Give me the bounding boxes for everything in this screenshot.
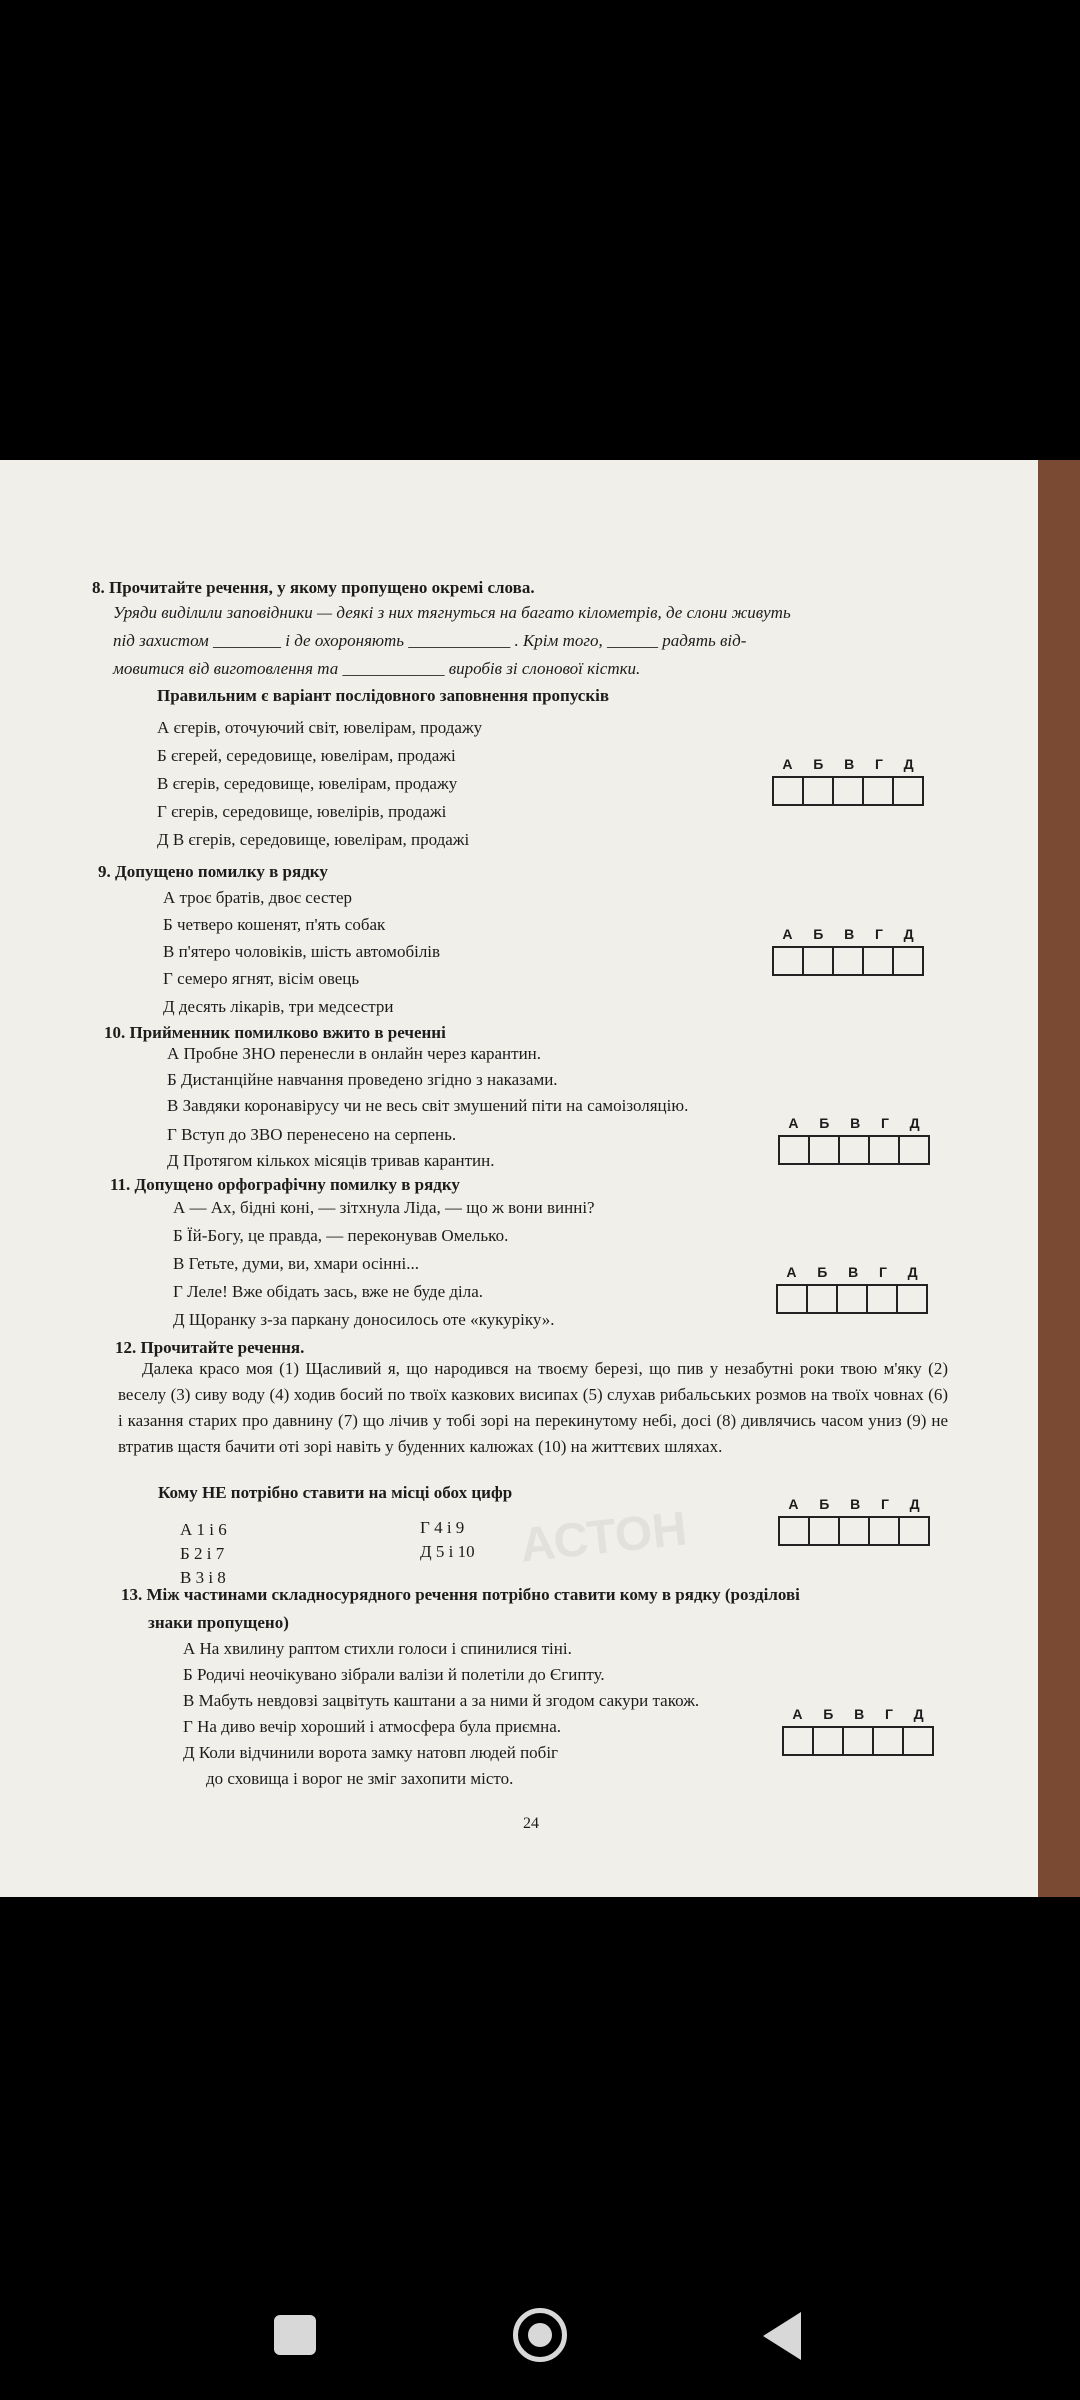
q9-option: А троє братів, двоє сестер xyxy=(163,888,352,907)
q8-answer-grid[interactable]: А Б В Г Д xyxy=(772,756,924,806)
q11-option: В Гетьте, думи, ви, хмари осінні... xyxy=(173,1254,419,1273)
q9-option: Г семеро ягнят, вісім овець xyxy=(163,969,360,988)
q12-option: В 3 і 8 xyxy=(180,1568,226,1587)
q13-title-cont: знаки пропущено) xyxy=(148,1613,289,1632)
q12-title: 12. Прочитайте речення. xyxy=(115,1338,305,1357)
q10-option: В Завдяки коронавірусу чи не весь світ змушений піти на самоізоляцію. xyxy=(167,1096,689,1115)
q8-option: Г єгерів, середовище, ювелірів, продажі xyxy=(157,802,447,821)
q12-option: Г 4 і 9 xyxy=(420,1518,465,1537)
q8-text-line2: під захистом ________ і де охороняють ____________ . Крім того, ______ радять від- xyxy=(113,631,747,650)
q8-option: А єгерів, оточуючий світ, ювелірам, продажу xyxy=(157,718,483,737)
q9-title: 9. Допущено помилку в рядку xyxy=(98,862,328,881)
q11-option: Г Леле! Вже обідать зась, вже не буде діла. xyxy=(173,1282,484,1301)
q9-answer-grid[interactable]: А Б В Г Д xyxy=(772,926,924,976)
page-edge-shadow xyxy=(1038,460,1080,1897)
q10-option: Г Вступ до ЗВО перенесено на серпень. xyxy=(167,1125,457,1144)
q13-option-cont: до сховища і ворог не зміг захопити місто. xyxy=(206,1769,514,1788)
q9-option: Б четверо кошенят, п'ять собак xyxy=(163,915,386,934)
q12-subtitle: Кому НЕ потрібно ставити на місці обох цифр xyxy=(158,1483,513,1502)
q12-option: Б 2 і 7 xyxy=(180,1544,225,1563)
q13-answer-grid[interactable]: А Б В Г Д xyxy=(782,1706,934,1756)
home-icon[interactable] xyxy=(513,2308,567,2362)
recent-apps-icon[interactable] xyxy=(274,2315,316,2355)
q9-option: Д десять лікарів, три медсестри xyxy=(163,997,394,1016)
q13-option: Д Коли відчинили ворота замку натовп людей побіг xyxy=(183,1743,559,1762)
q12-text: Далека красо моя (1) Щасливий я, що народився на твоєму березі, що пив у незабутні роки твою м'яку (2) веселу (3) сиву воду (4) ходив босий по твоїх казкових висипах (5) слухав рибальських розмов на твоїх човнах (6) і казання старих про давнину (7) що лічив у тобі зорі на перекинутому небі, досі (8) дивлячись часом униз (9) не втратив щастя бачити оті зорі навіть у буденних калюжах (10) на життєвих шляхах. xyxy=(118,1359,948,1456)
q8-text-line3: мовитися від виготовлення та ____________ виробів зі слонової кістки. xyxy=(113,659,641,678)
q8-title: 8. Прочитайте речення, у якому пропущено окремі слова. xyxy=(92,578,535,597)
q10-option: Д Протягом кількох місяців тривав карантин. xyxy=(167,1151,495,1170)
q10-title: 10. Прийменник помилково вжито в реченні xyxy=(104,1023,446,1042)
q8-option: Б єгерей, середовище, ювелірам, продажі xyxy=(157,746,456,765)
q10-answer-grid[interactable]: А Б В Г Д xyxy=(778,1115,930,1165)
q8-subtitle: Правильним є варіант послідовного заповнення пропусків xyxy=(157,686,610,705)
q13-title: 13. Між частинами складносурядного речення потрібно ставити кому в рядку (розділові xyxy=(121,1585,800,1604)
q11-title: 11. Допущено орфографічну помилку в рядку xyxy=(110,1175,460,1194)
q13-option: Б Родичі неочікувано зібрали валізи й полетіли до Єгипту. xyxy=(183,1665,605,1684)
q13-option: А На хвилину раптом стихли голоси і спинилися тіні. xyxy=(183,1639,572,1658)
q8-option: Д В єгерів, середовище, ювелірам, продажі xyxy=(157,830,470,849)
q12-answer-grid[interactable]: А Б В Г Д xyxy=(778,1496,930,1546)
q8-option: В єгерів, середовище, ювелірам, продажу xyxy=(157,774,458,793)
back-icon[interactable] xyxy=(763,2312,801,2360)
q11-option: Д Щоранку з-за паркану доносилось оте «кукуріку». xyxy=(173,1310,555,1329)
q11-option: Б Їй-Богу, це правда, — переконував Омелько. xyxy=(173,1226,509,1245)
page-number: 24 xyxy=(523,1815,539,1832)
q9-option: В п'ятеро чоловіків, шість автомобілів xyxy=(163,942,441,961)
q8-text-line1: Уряди виділили заповідники — деякі з них тягнуться на багато кілометрів, де слони живуть xyxy=(113,603,791,622)
q13-option: Г На диво вечір хороший і атмосфера була приємна. xyxy=(183,1717,561,1736)
q13-option: В Мабуть невдовзі зацвітуть каштани а за ними й згодом сакури також. xyxy=(183,1691,700,1710)
q12-option: Д 5 і 10 xyxy=(420,1542,475,1561)
q11-answer-grid[interactable]: А Б В Г Д xyxy=(776,1264,928,1314)
q11-option: А — Ах, бідні коні, — зітхнула Ліда, — що ж вони винні? xyxy=(173,1198,595,1217)
watermark: АСТОН xyxy=(517,1502,690,1573)
q12-option: А 1 і 6 xyxy=(180,1520,227,1539)
q10-option: А Пробне ЗНО перенесли в онлайн через карантин. xyxy=(167,1044,542,1063)
q10-option: Б Дистанційне навчання проведено згідно з наказами. xyxy=(167,1070,558,1089)
